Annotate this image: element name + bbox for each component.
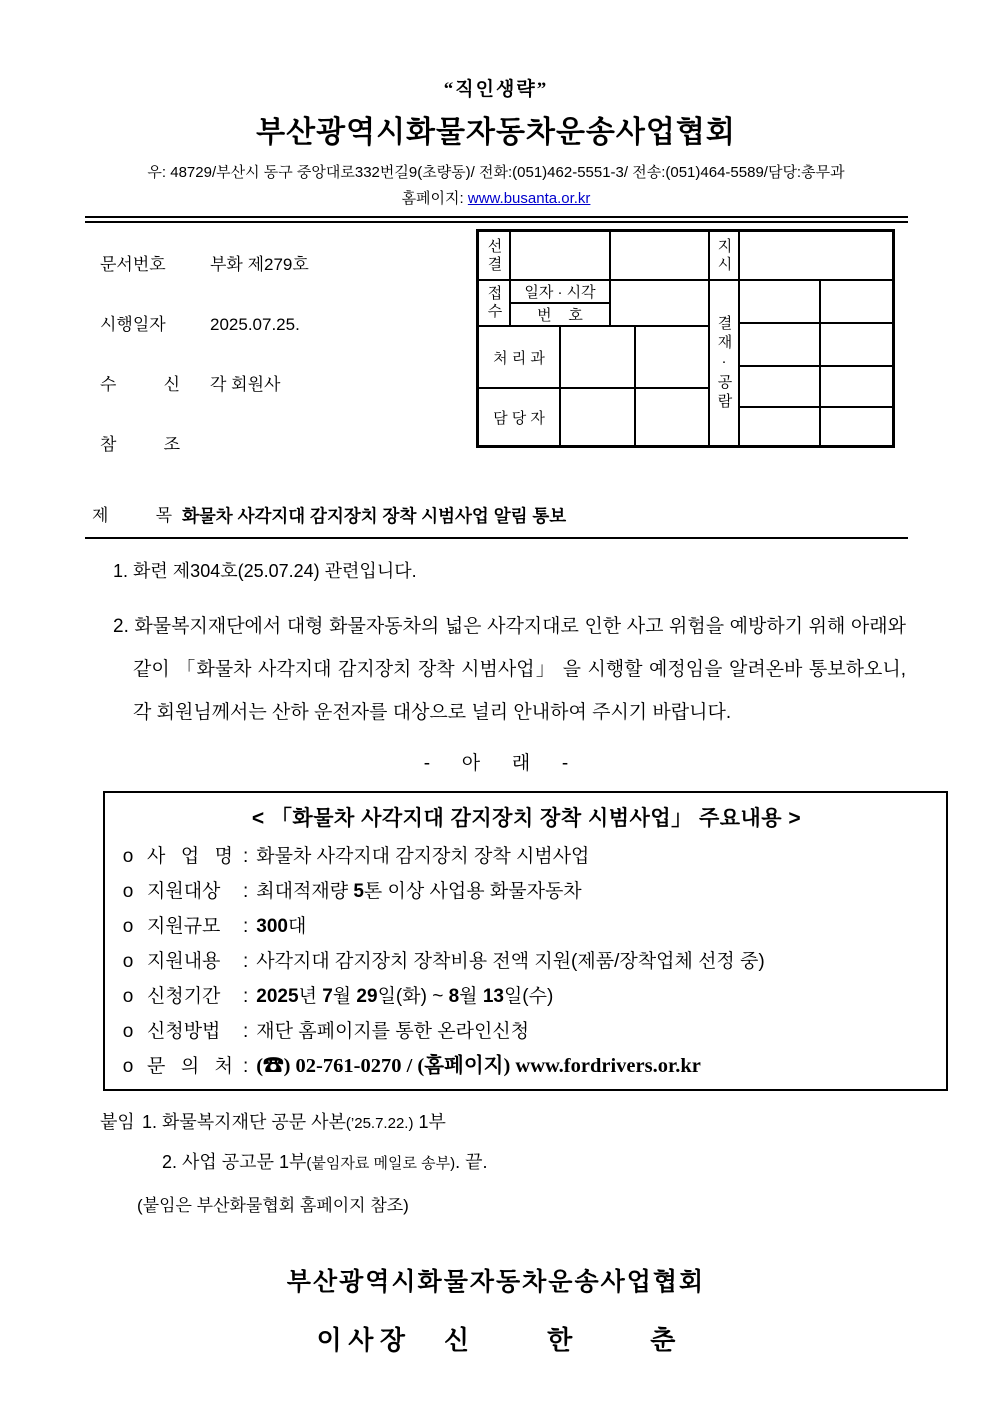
bullet-marker: o — [122, 846, 134, 867]
approval-empty-cell — [610, 280, 709, 326]
doc-number-label: 문서번호 — [100, 255, 166, 274]
notice-item-value — [256, 986, 553, 1007]
text-segment: 년 — [298, 986, 323, 1007]
bullet-marker: o — [122, 986, 134, 1007]
receipt-datetime-label: 일자 · 시각 — [524, 284, 596, 301]
receipt-number-label: 번 호 — [537, 307, 583, 324]
approval-empty-cell — [820, 280, 893, 323]
colon-separator: : — [243, 1056, 249, 1077]
body-paragraph-2: 2. 화물복지재단에서 대형 화물자동차의 넓은 사각지대로 인한 사고 위험을 예방하기 위해 아래와 같이 「화물차 사각지대 감지장치 장착 시범사업」 을 시행할 예정임을 알려온바 통보하오니, 각 회원님께서는 산하 운전자를 대상으로 널리 안내하여 주시기 바랍니다. — [113, 616, 906, 723]
subject-row — [92, 505, 992, 527]
attachments-label: 붙임 — [100, 1112, 135, 1132]
address-line: 우: 48729/부산시 동구 중앙대로332번길9(초량동)/ 전화:(051)462-5551-3/ 전송:(051)464-5589/담당:총무과 — [147, 164, 845, 181]
colon-separator: : — [243, 846, 249, 867]
text-segment: 2. 사업 공고문 1부 — [162, 1152, 307, 1172]
prior-approval-label-cell — [478, 231, 510, 280]
text-segment: 2025 — [256, 986, 299, 1007]
approval-empty-cell — [635, 388, 709, 446]
prior-approval-label: 선결 — [485, 237, 503, 274]
bullet-marker: o — [122, 1021, 134, 1042]
approval-empty-cell — [739, 323, 820, 366]
directive-label: 지시 — [715, 237, 733, 274]
colon-separator: : — [243, 986, 249, 1007]
text-segment: (☎) 02-761-0270 / (홈페이지) www.fordrivers.or.kr — [256, 1055, 701, 1077]
homepage-label: 홈페이지: — [401, 190, 468, 207]
footer-organization-name: 부산광역시화물자동차운송사업협회 — [286, 1269, 706, 1296]
text-segment: 일(수) — [503, 986, 554, 1007]
directive-label-cell — [709, 231, 739, 280]
bullet-marker: o — [122, 1056, 134, 1077]
text-segment: 재단 홈페이지를 통한 온라인신청 — [256, 1021, 530, 1042]
approval-stamp-table — [476, 229, 895, 448]
approval-circulation-label: 결재·공람 — [715, 314, 733, 412]
doc-number-value: 부화 제279호 — [210, 255, 309, 274]
notice-item-support-content — [121, 951, 932, 972]
subject-label: 제 목 — [92, 506, 172, 525]
notice-item-value — [256, 951, 764, 972]
receipt-label-cell — [478, 280, 510, 326]
notice-item-label: 지원규모 — [147, 916, 221, 937]
homepage-line — [0, 187, 992, 208]
person-in-charge-label-cell — [478, 388, 560, 446]
text-segment: 사각지대 감지장치 장착비용 전액 지원(제품/장착업체 선정 중) — [256, 951, 765, 972]
notice-item-application-period — [121, 986, 932, 1007]
notice-box — [103, 791, 948, 1091]
attachment-item-1-row — [100, 1111, 992, 1133]
text-segment: 1부 — [413, 1112, 446, 1132]
bullet-marker: o — [122, 951, 134, 972]
text-segment: 월 — [332, 986, 357, 1007]
receipt-label: 접수 — [485, 285, 503, 321]
subject-value: 화물차 사각지대 감지장치 장착 시범사업 알림 통보 — [182, 506, 567, 526]
text-segment: . 끝. — [455, 1152, 488, 1172]
stamp-omitted-note: “직인생략” — [443, 79, 549, 100]
issue-date-label: 시행일자 — [100, 315, 166, 334]
issue-date-value: 2025.07.25. — [210, 315, 300, 334]
approval-empty-cell — [820, 366, 893, 407]
text-segment: 29 — [356, 986, 378, 1007]
attachment-item-2 — [162, 1151, 992, 1173]
text-segment: 1. 화물복지재단 공문 사본 — [142, 1112, 346, 1132]
approval-empty-cell — [739, 366, 820, 407]
subject-underline — [85, 537, 908, 539]
receipt-datetime-cell — [510, 280, 610, 303]
approval-empty-cell — [739, 231, 893, 280]
reference-row — [100, 435, 460, 455]
text-segment: 5 — [353, 881, 364, 902]
double-rule-divider — [85, 216, 908, 223]
approval-empty-cell — [739, 280, 820, 323]
notice-item-support-scale — [121, 916, 932, 937]
text-segment: 대 — [287, 916, 307, 937]
processing-dept-label-cell — [478, 326, 560, 388]
approval-empty-cell — [510, 231, 610, 280]
bullet-marker: o — [122, 881, 134, 902]
notice-item-label: 문 의 처 — [147, 1056, 233, 1077]
notice-item-value — [256, 1055, 701, 1077]
approval-empty-cell — [820, 323, 893, 366]
text-segment: 300 — [256, 916, 288, 937]
approval-empty-cell — [560, 326, 635, 388]
text-segment: 화물차 사각지대 감지장치 장착 시범사업 — [256, 846, 590, 867]
text-segment: 월 — [459, 986, 483, 1007]
recipient-row — [100, 375, 460, 395]
body-paragraph-1: 1. 화련 제304호(25.07.24) 관련입니다. — [113, 561, 417, 581]
approval-empty-cell — [635, 326, 709, 388]
notice-item-label: 신청기간 — [147, 986, 221, 1007]
colon-separator: : — [243, 1021, 249, 1042]
approval-empty-cell — [560, 388, 635, 446]
organization-title: 부산광역시화물자동차운송사업협회 — [256, 116, 736, 149]
attachment-item-1 — [142, 1112, 446, 1132]
text-segment: 13 — [482, 986, 504, 1007]
doc-info-section — [100, 229, 895, 489]
colon-separator: : — [243, 951, 249, 972]
approval-empty-cell — [820, 407, 893, 446]
doc-info-left — [100, 229, 460, 489]
recipient-value: 각 회원사 — [210, 375, 281, 394]
notice-item-value — [256, 1021, 529, 1042]
notice-item-application-method — [121, 1021, 932, 1042]
notice-item-label: 지원내용 — [147, 951, 221, 972]
text-segment: 최대적재량 — [256, 881, 354, 902]
notice-box-title: < 「화물차 사각지대 감지장치 장착 시범사업」 주요내용 > — [251, 807, 802, 830]
receipt-number-cell — [510, 303, 610, 326]
colon-separator: : — [243, 881, 249, 902]
attachments-section — [0, 1111, 992, 1216]
approval-circulation-label-cell — [709, 280, 739, 446]
notice-item-project-name — [121, 846, 932, 867]
notice-item-label: 사 업 명 — [147, 846, 233, 867]
approval-empty-cell — [610, 231, 709, 280]
text-segment: 7 — [322, 986, 333, 1007]
notice-item-value — [256, 846, 589, 867]
homepage-link[interactable]: www.busanta.or.kr — [467, 190, 591, 207]
text-segment: 톤 이상 사업용 화물자동차 — [363, 881, 582, 902]
notice-item-support-target — [121, 881, 932, 902]
person-in-charge-label: 담 당 자 — [493, 409, 545, 427]
footer-signer: 이 사 장 신 한 춘 — [316, 1326, 676, 1355]
notice-item-contact — [121, 1056, 932, 1077]
text-segment: 8 — [448, 986, 460, 1007]
approval-empty-cell — [739, 407, 820, 446]
processing-dept-label: 처 리 과 — [493, 349, 545, 367]
issue-date-row — [100, 315, 460, 335]
text-segment: 일(화) ~ — [377, 986, 449, 1007]
reference-label: 참 조 — [100, 435, 180, 454]
below-marker: - 아 래 - — [423, 753, 569, 774]
attachments-note: (붙임은 부산화물협회 홈페이지 참조) — [137, 1196, 409, 1215]
text-segment: (붙임자료 메일로 송부) — [306, 1155, 456, 1172]
colon-separator: : — [243, 916, 249, 937]
notice-item-value — [256, 916, 306, 937]
doc-number-row — [100, 255, 460, 275]
notice-item-label: 지원대상 — [147, 881, 221, 902]
notice-item-label: 신청방법 — [147, 1021, 221, 1042]
notice-item-value — [256, 881, 581, 902]
bullet-marker: o — [122, 916, 134, 937]
text-segment: (’25.7.22.) — [345, 1115, 414, 1132]
recipient-label: 수 신 — [100, 375, 180, 394]
